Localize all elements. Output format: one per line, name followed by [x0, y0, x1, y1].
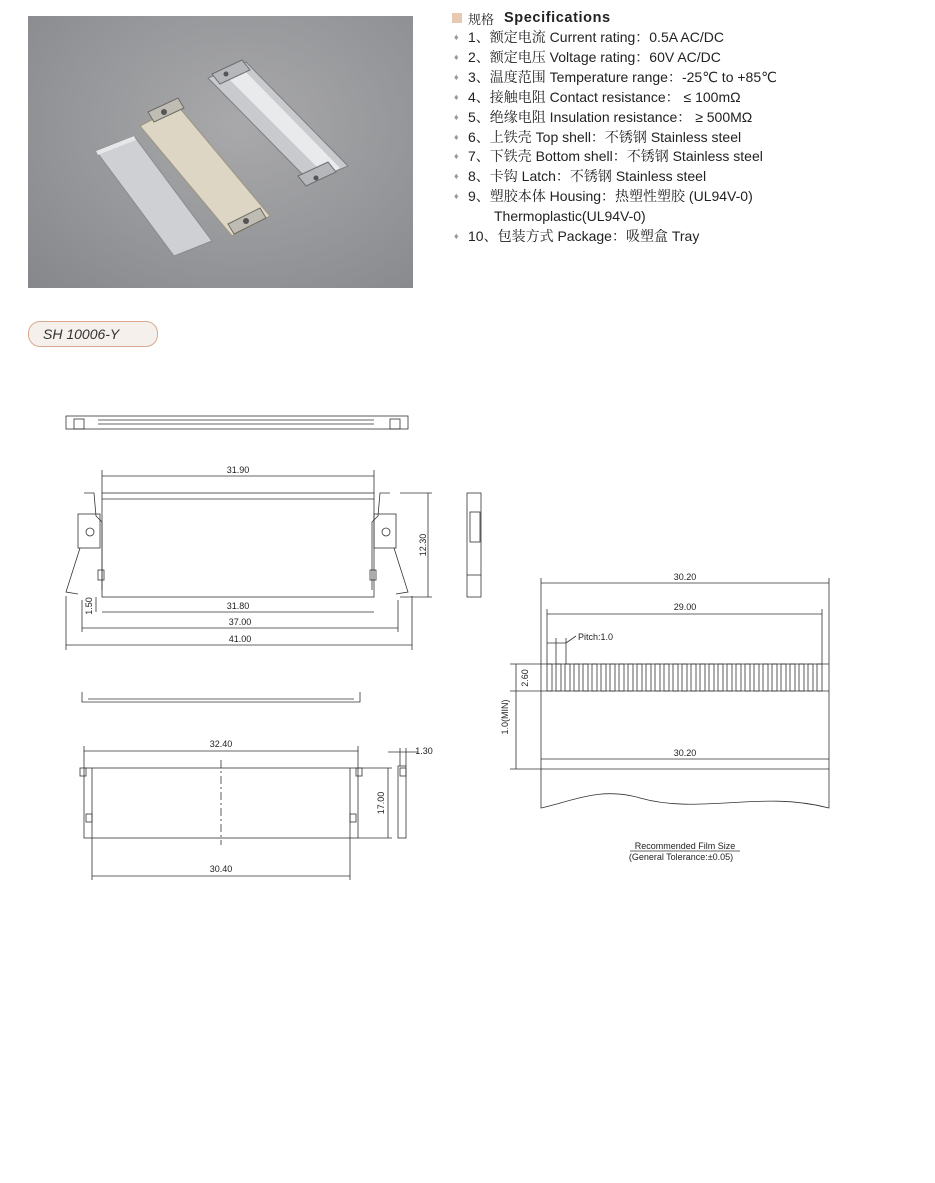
spec-item: ♦ 2、额定电压 Voltage rating：60V AC/DC — [452, 48, 922, 68]
spec-item: ♦ 7、下铁壳 Bottom shell：不锈钢 Stainless steel — [452, 147, 922, 167]
model-number-badge: SH 10006-Y — [28, 321, 158, 347]
dim-37-00: 37.00 — [228, 617, 252, 627]
dim-41-00: 41.00 — [228, 634, 252, 644]
spec-title-cn: 规格 — [468, 11, 495, 27]
dim-17-00: 17.00 — [376, 791, 386, 815]
dim-1-50: 1.50 — [84, 597, 94, 615]
dim-1-30: 1.30 — [415, 746, 433, 756]
dim-30-20-top: 30.20 — [673, 572, 697, 582]
film-contact-fingers — [547, 664, 822, 691]
spec-item-continuation: Thermoplastic(UL94V-0) — [494, 208, 646, 225]
side-view-drawing — [467, 493, 481, 597]
spec-item: ♦ 5、绝缘电阻 Insulation resistance： ≥ 500MΩ — [452, 108, 922, 128]
spec-item: ♦ 6、上铁壳 Top shell：不锈钢 Stainless steel — [452, 128, 922, 148]
bottom-shell-drawing — [80, 746, 418, 880]
dim-30-20-bottom: 30.20 — [673, 748, 697, 758]
spec-item: ♦ 4、接触电阻 Contact resistance： ≤ 100mΩ — [452, 88, 922, 108]
spec-item: ♦ 10、包装方式 Package：吸塑盒 Tray — [452, 227, 922, 247]
dim-29-00: 29.00 — [673, 602, 697, 612]
top-shell-drawing — [82, 692, 360, 702]
dim-32-40: 32.40 — [209, 739, 233, 749]
dim-30-40: 30.40 — [209, 864, 233, 874]
film-size-title: Recommended Film Size — [634, 841, 736, 851]
top-view-drawing — [66, 416, 408, 429]
spec-item: ♦ 1、额定电流 Current rating：0.5A AC/DC — [452, 28, 922, 48]
spec-item: ♦ 9、塑胶本体 Housing：热塑性塑胶 (UL94V-0) Thermoplastic(UL94V-0) — [452, 187, 922, 227]
dim-2-60: 2.60 — [520, 669, 530, 687]
dim-1-0-min: 1.0(MIN) — [500, 699, 510, 735]
dim-12-30: 12.30 — [418, 533, 428, 557]
spec-item: ♦ 3、温度范围 Temperature range：-25℃ to +85℃ — [452, 68, 922, 88]
recommended-film-drawing — [510, 578, 829, 808]
spec-item: ♦ 8、卡钩 Latch：不锈钢 Stainless steel — [452, 167, 922, 187]
dim-31-80: 31.80 — [226, 601, 250, 611]
spec-title-en: Specifications — [504, 10, 611, 26]
film-tolerance: (General Tolerance:±0.05) — [628, 852, 734, 862]
dim-pitch: Pitch:1.0 — [578, 632, 614, 642]
dim-31-90: 31.90 — [226, 465, 250, 475]
